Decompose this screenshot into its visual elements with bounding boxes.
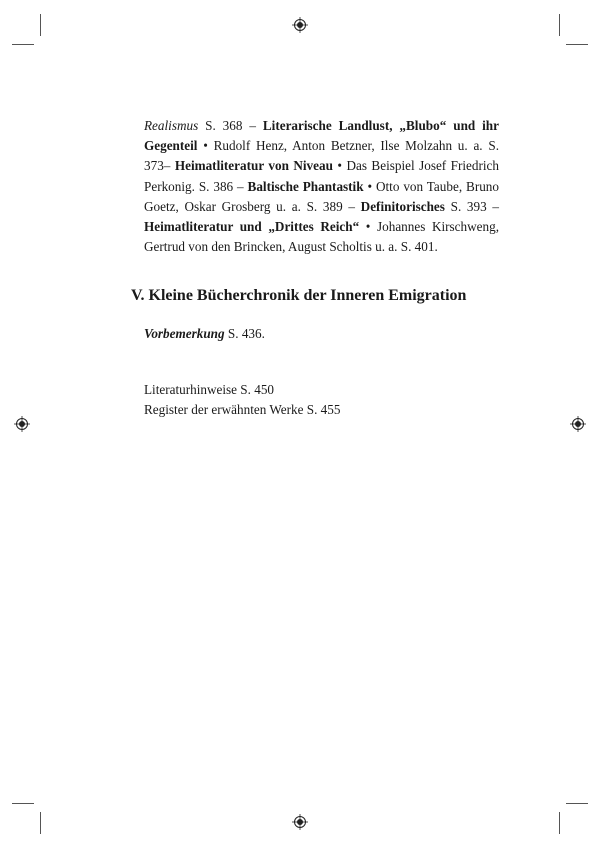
registration-mark-top-icon (292, 17, 308, 33)
registration-mark-left-icon (14, 416, 30, 432)
crop-mark-top-left-v (40, 14, 41, 36)
crop-mark-bottom-left-h (12, 803, 34, 804)
crop-mark-top-right-h (566, 44, 588, 45)
toc-bold-entry: Baltische Phantastik (247, 178, 364, 194)
crop-mark-top-right-v (559, 14, 560, 36)
crop-mark-bottom-right-h (566, 803, 588, 804)
toc-text: • Das Beispiel Josef Friedrich Perkonig. S. 386 – (144, 158, 499, 194)
toc-bold-entry: Heimatliteratur und „Drittes Reich“ (144, 219, 360, 235)
vorbemerkung-entry (144, 326, 265, 342)
register-entry: Register der erwähnten Werke S. 455 (144, 402, 341, 417)
realismus-label: Realismus (144, 118, 199, 133)
toc-text: S. 393 – (444, 198, 499, 214)
registration-mark-right-icon (570, 416, 586, 432)
toc-text: • Otto von Taube, Bruno Goetz, Oskar Grosberg u. a. S. 389 – (144, 178, 499, 214)
toc-bold-entry: Heimatliteratur von Niveau (174, 158, 333, 174)
literaturhinweise-entry: Literaturhinweise S. 450 (144, 382, 275, 397)
vorbemerkung-label: Vorbemerkung (144, 326, 225, 341)
toc-bold-entry: Literarische Landlust, „Blubo“ und ihr Gegenteil (144, 118, 499, 154)
toc-text: • Rudolf Henz, Anton Betzner, Ilse Molzahn u. a. S. 373– (144, 138, 499, 174)
backmatter-list (144, 380, 340, 420)
section-heading: V. Kleine Bücherchronik der Inneren Emigration (131, 287, 467, 304)
crop-mark-bottom-left-v (40, 812, 41, 834)
crop-mark-bottom-right-v (559, 812, 560, 834)
vorbemerkung-page: S. 436. (224, 326, 265, 341)
registration-mark-bottom-icon (292, 814, 308, 830)
toc-text: S. 368 – (198, 118, 263, 133)
toc-bold-entry: Definitorisches (360, 198, 445, 214)
toc-paragraph (144, 116, 499, 257)
toc-text: • Johannes Kirschweng, Gertrud von den Brincken, August Scholtis u. a. S. 401. (144, 219, 499, 255)
crop-mark-top-left-h (12, 44, 34, 45)
